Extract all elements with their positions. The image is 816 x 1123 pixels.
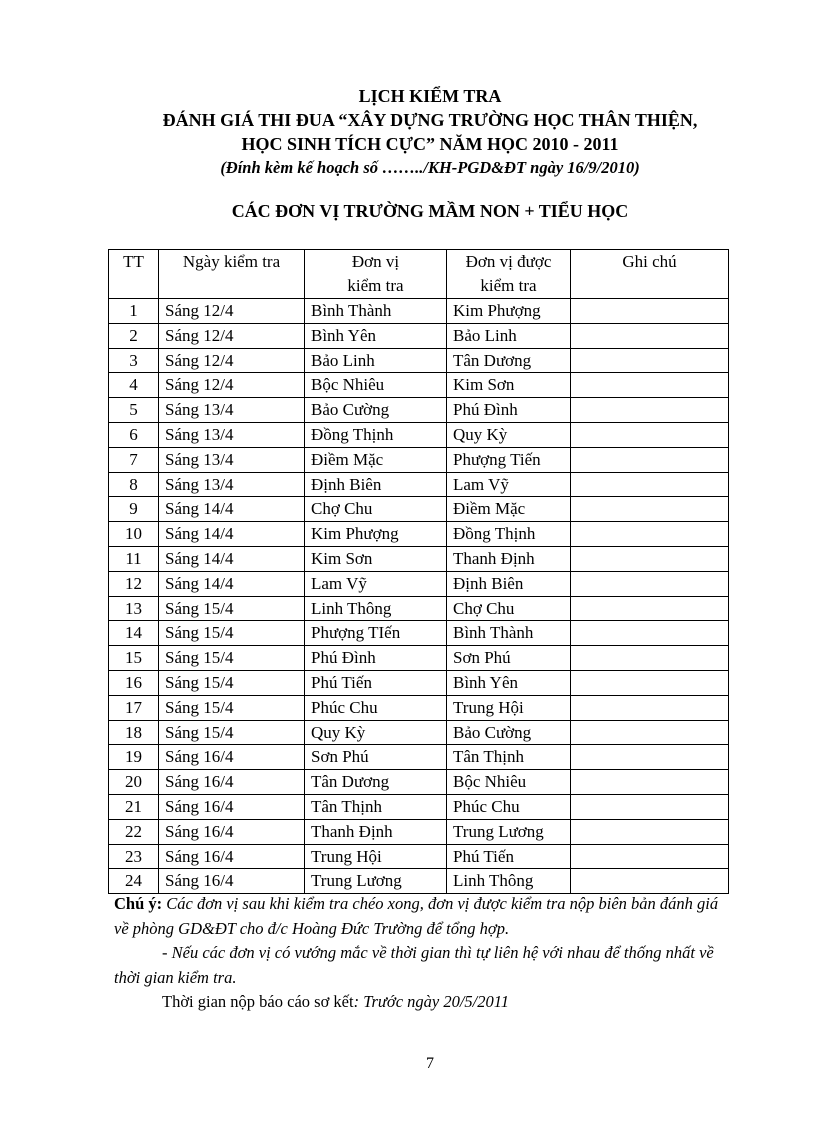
cell-tt: 15 <box>109 646 159 671</box>
table-row <box>109 844 729 869</box>
table-row <box>109 869 729 894</box>
cell-inspected: Định Biên <box>447 571 571 596</box>
cell-inspector: Bình Yên <box>305 323 447 348</box>
cell-tt: 20 <box>109 770 159 795</box>
table-row <box>109 670 729 695</box>
cell-tt: 19 <box>109 745 159 770</box>
cell-tt: 16 <box>109 670 159 695</box>
cell-date: Sáng 13/4 <box>159 472 305 497</box>
cell-inspector: Bảo Linh <box>305 348 447 373</box>
cell-date: Sáng 16/4 <box>159 745 305 770</box>
title-line-1: LỊCH KIỂM TRA <box>358 86 502 106</box>
header-inspector: Đơn vị kiểm tra <box>305 250 447 299</box>
table-row <box>109 770 729 795</box>
cell-tt: 2 <box>109 323 159 348</box>
cell-date: Sáng 14/4 <box>159 571 305 596</box>
cell-tt: 8 <box>109 472 159 497</box>
cell-inspected: Kim Phượng <box>447 299 571 324</box>
cell-note <box>571 819 729 844</box>
cell-inspected: Chợ Chu <box>447 596 571 621</box>
table-row <box>109 695 729 720</box>
cell-inspector: Trung Lương <box>305 869 447 894</box>
cell-inspected: Kim Sơn <box>447 373 571 398</box>
cell-inspector: Đồng Thịnh <box>305 422 447 447</box>
cell-note <box>571 745 729 770</box>
cell-inspector: Phú Đình <box>305 646 447 671</box>
deadline-value: : Trước ngày 20/5/2011 <box>353 992 510 1011</box>
cell-note <box>571 621 729 646</box>
cell-note <box>571 373 729 398</box>
cell-note <box>571 447 729 472</box>
table-row <box>109 819 729 844</box>
cell-inspector: Kim Phượng <box>305 522 447 547</box>
cell-inspected: Tân Thịnh <box>447 745 571 770</box>
table-row <box>109 571 729 596</box>
cell-note <box>571 472 729 497</box>
cell-inspector: Định Biên <box>305 472 447 497</box>
table-row <box>109 422 729 447</box>
cell-tt: 24 <box>109 869 159 894</box>
table-row <box>109 373 729 398</box>
cell-inspector: Linh Thông <box>305 596 447 621</box>
cell-note <box>571 571 729 596</box>
cell-note <box>571 497 729 522</box>
cell-note <box>571 794 729 819</box>
cell-inspected: Trung Hội <box>447 695 571 720</box>
cell-inspected: Thanh Định <box>447 546 571 571</box>
table-row <box>109 596 729 621</box>
header-note: Ghi chú <box>571 250 729 299</box>
cell-date: Sáng 15/4 <box>159 621 305 646</box>
cell-inspector: Bộc Nhiêu <box>305 373 447 398</box>
cell-date: Sáng 15/4 <box>159 646 305 671</box>
note-label: Chú ý: <box>114 894 163 913</box>
table-row <box>109 745 729 770</box>
cell-date: Sáng 12/4 <box>159 373 305 398</box>
note-paragraph-1 <box>114 892 724 941</box>
note-paragraph-2: - Nếu các đơn vị có vướng mắc về thời gian thì tự liên hệ với nhau để thống nhất về thời gian kiểm tra. <box>114 943 714 987</box>
table-row <box>109 348 729 373</box>
cell-inspector: Phượng TIến <box>305 621 447 646</box>
cell-tt: 11 <box>109 546 159 571</box>
cell-note <box>571 770 729 795</box>
header-tt: TT <box>109 250 159 299</box>
table-row <box>109 646 729 671</box>
title-line-2: ĐÁNH GIÁ THI ĐUA “XÂY DỰNG TRƯỜNG HỌC THÂN THIỆN, <box>162 110 698 130</box>
cell-date: Sáng 12/4 <box>159 348 305 373</box>
cell-date: Sáng 14/4 <box>159 497 305 522</box>
table-row <box>109 621 729 646</box>
cell-inspector: Quy Kỳ <box>305 720 447 745</box>
cell-date: Sáng 13/4 <box>159 422 305 447</box>
title-line-3: HỌC SINH TÍCH CỰC” NĂM HỌC 2010 - 2011 <box>241 134 619 154</box>
cell-inspected: Trung Lương <box>447 819 571 844</box>
cell-inspected: Lam Vỹ <box>447 472 571 497</box>
cell-note <box>571 398 729 423</box>
cell-inspected: Phúc Chu <box>447 794 571 819</box>
cell-tt: 18 <box>109 720 159 745</box>
schedule-table <box>108 249 729 894</box>
cell-inspected: Bình Yên <box>447 670 571 695</box>
cell-note <box>571 546 729 571</box>
cell-inspector: Điềm Mặc <box>305 447 447 472</box>
cell-inspected: Bình Thành <box>447 621 571 646</box>
table-header-row <box>109 250 729 299</box>
cell-note <box>571 596 729 621</box>
table-row <box>109 472 729 497</box>
page-number: 7 <box>426 1055 434 1072</box>
cell-note <box>571 695 729 720</box>
cell-note <box>571 670 729 695</box>
title-attachment-ref: (Đính kèm kế hoạch số ……../KH-PGD&ĐT ngày 16/9/2010) <box>220 158 640 177</box>
cell-tt: 7 <box>109 447 159 472</box>
cell-inspected: Điềm Mặc <box>447 497 571 522</box>
cell-note <box>571 869 729 894</box>
cell-inspected: Phú Đình <box>447 398 571 423</box>
cell-inspector: Kim Sơn <box>305 546 447 571</box>
cell-note <box>571 323 729 348</box>
cell-date: Sáng 15/4 <box>159 720 305 745</box>
cell-tt: 6 <box>109 422 159 447</box>
cell-tt: 13 <box>109 596 159 621</box>
table-row <box>109 299 729 324</box>
table-row <box>109 546 729 571</box>
cell-date: Sáng 13/4 <box>159 447 305 472</box>
cell-date: Sáng 16/4 <box>159 794 305 819</box>
cell-date: Sáng 14/4 <box>159 522 305 547</box>
cell-date: Sáng 15/4 <box>159 596 305 621</box>
cell-inspected: Đồng Thịnh <box>447 522 571 547</box>
cell-date: Sáng 16/4 <box>159 869 305 894</box>
cell-date: Sáng 16/4 <box>159 819 305 844</box>
cell-inspected: Bảo Linh <box>447 323 571 348</box>
cell-tt: 10 <box>109 522 159 547</box>
cell-inspector: Phú Tiến <box>305 670 447 695</box>
deadline-label: Thời gian nộp báo cáo sơ kết <box>162 992 354 1011</box>
cell-date: Sáng 12/4 <box>159 299 305 324</box>
section-title: CÁC ĐƠN VỊ TRƯỜNG MẦM NON + TIỂU HỌC <box>231 201 629 221</box>
cell-tt: 17 <box>109 695 159 720</box>
table-row <box>109 323 729 348</box>
cell-inspected: Bảo Cường <box>447 720 571 745</box>
cell-inspected: Tân Dương <box>447 348 571 373</box>
cell-inspector: Thanh Định <box>305 819 447 844</box>
cell-tt: 3 <box>109 348 159 373</box>
cell-note <box>571 646 729 671</box>
cell-tt: 14 <box>109 621 159 646</box>
cell-inspected: Linh Thông <box>447 869 571 894</box>
document-header <box>0 84 816 180</box>
cell-inspector: Tân Dương <box>305 770 447 795</box>
cell-date: Sáng 16/4 <box>159 770 305 795</box>
table-row <box>109 398 729 423</box>
note-text-1: Các đơn vị sau khi kiểm tra chéo xong, đơn vị được kiểm tra nộp biên bản đánh giá về phòng GD&ĐT cho đ/c Hoàng Đức Trường để tổng hợp. <box>114 894 719 938</box>
cell-inspected: Quy Kỳ <box>447 422 571 447</box>
notes-block <box>114 892 724 1015</box>
cell-inspected: Phú Tiến <box>447 844 571 869</box>
note-paragraph-3 <box>114 990 724 1015</box>
cell-tt: 9 <box>109 497 159 522</box>
cell-note <box>571 348 729 373</box>
cell-inspector: Chợ Chu <box>305 497 447 522</box>
cell-note <box>571 422 729 447</box>
cell-inspector: Sơn Phú <box>305 745 447 770</box>
cell-date: Sáng 15/4 <box>159 695 305 720</box>
cell-date: Sáng 16/4 <box>159 844 305 869</box>
cell-tt: 1 <box>109 299 159 324</box>
cell-inspector: Trung Hội <box>305 844 447 869</box>
cell-note <box>571 844 729 869</box>
cell-date: Sáng 14/4 <box>159 546 305 571</box>
cell-note <box>571 720 729 745</box>
cell-tt: 12 <box>109 571 159 596</box>
table-row <box>109 522 729 547</box>
cell-inspector: Bình Thành <box>305 299 447 324</box>
table-row <box>109 497 729 522</box>
cell-date: Sáng 15/4 <box>159 670 305 695</box>
cell-note <box>571 522 729 547</box>
cell-date: Sáng 12/4 <box>159 323 305 348</box>
table-row <box>109 720 729 745</box>
header-inspected: Đơn vị được kiểm tra <box>447 250 571 299</box>
header-date: Ngày kiểm tra <box>159 250 305 299</box>
table-row <box>109 447 729 472</box>
cell-tt: 23 <box>109 844 159 869</box>
table-body <box>109 299 729 894</box>
cell-inspected: Sơn Phú <box>447 646 571 671</box>
cell-note <box>571 299 729 324</box>
cell-inspected: Bộc Nhiêu <box>447 770 571 795</box>
table-row <box>109 794 729 819</box>
cell-inspector: Tân Thịnh <box>305 794 447 819</box>
cell-tt: 4 <box>109 373 159 398</box>
cell-inspector: Bảo Cường <box>305 398 447 423</box>
cell-tt: 21 <box>109 794 159 819</box>
cell-inspector: Phúc Chu <box>305 695 447 720</box>
cell-tt: 22 <box>109 819 159 844</box>
cell-inspected: Phượng Tiến <box>447 447 571 472</box>
cell-tt: 5 <box>109 398 159 423</box>
cell-inspector: Lam Vỹ <box>305 571 447 596</box>
cell-date: Sáng 13/4 <box>159 398 305 423</box>
